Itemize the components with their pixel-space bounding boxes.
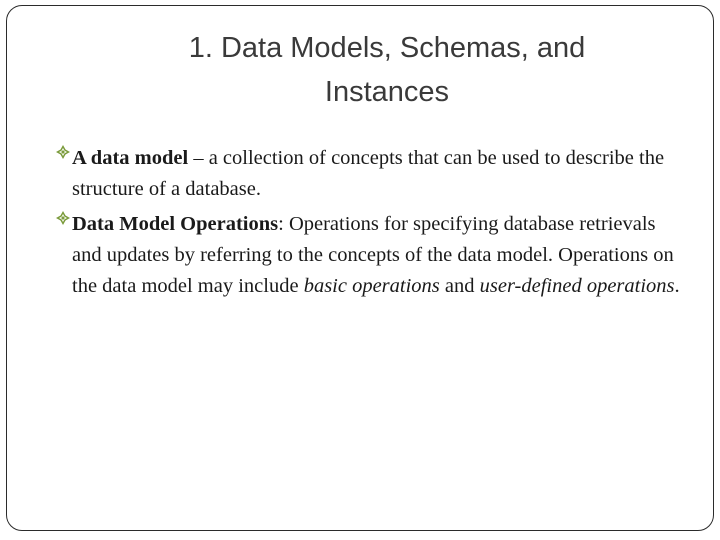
slide-title — [77, 26, 697, 114]
bullet-term: A data model — [72, 147, 189, 169]
diamond-bullet-icon — [55, 210, 71, 226]
diamond-bullet-icon — [55, 144, 71, 160]
bullet-emphasis: basic operations — [303, 275, 440, 297]
title-line-1: 1. Data Models, Schemas, and — [188, 32, 586, 64]
bullet-term: Data Model Operations — [72, 213, 279, 235]
bullet-emphasis: user-defined operations — [479, 275, 675, 297]
slide — [6, 5, 714, 531]
bullet-item-data-model — [55, 143, 685, 205]
bullet-text: . — [674, 275, 680, 297]
bullet-text: : Operations for specifying database retrievals and updates by referring to the concepts of the data model. Operations on the data model may include — [72, 213, 674, 297]
bullet-text: and — [439, 275, 480, 297]
bullet-item-data-model-operations — [55, 209, 685, 302]
bullet-text: – a collection of concepts that can be used to describe the structure of a database. — [72, 147, 665, 200]
title-line-2: Instances — [324, 76, 450, 108]
bullet-list — [55, 143, 685, 306]
